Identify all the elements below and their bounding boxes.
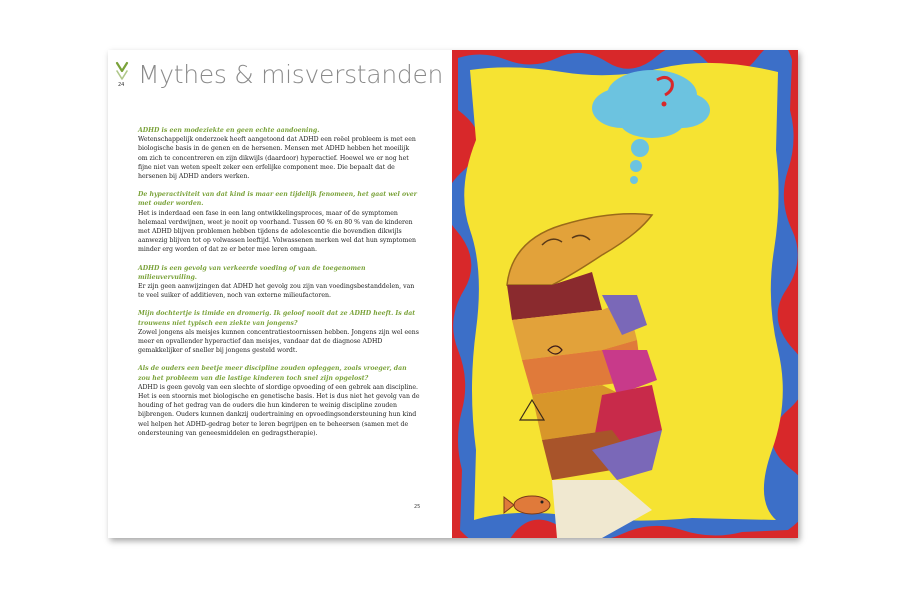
faq-answer: Er zijn geen aanwijzingen dat ADHD het gevolg zou zijn van voedingsbestanddelen, van te veel suiker of additieven, noch van externe milieufactoren. <box>138 283 415 300</box>
book-spread <box>108 50 798 538</box>
left-page <box>108 50 453 538</box>
page-title: Mythes & misverstanden <box>138 60 444 89</box>
page-number-right: 25 <box>414 504 421 510</box>
child-drawing-illustration <box>452 50 798 538</box>
faq-answer: Het is inderdaad een fase in een lang ontwikkelingsproces, maar of de symptomen helemaal verdwijnen, weet je nooit op voorhand. Tussen 60 % en 80 % van de kinderen met ADHD blijven problemen hebben tijdens de adolescentie die bovendien dikwijls aanwezig blijven tot op volwassen leeftijd. Volwassenen merken wel dat hun symptomen minder erg worden of dat ze er beter mee leren omgaan. <box>138 209 416 254</box>
section-logo <box>114 60 130 100</box>
faq-answer: ADHD is geen gevolg van een slechte of slordige opvoeding of een gebrek aan discipline. Het is een stoornis met biologische en genetische basis. Het is dus niet het gevolg van de houding of het gedrag van de ouders die hun kinderen te weinig discipline zouden bijbrengen. Ouders kunnen dankzij oudertraining en opvoedingsondersteuning hun kind wel helpen het ADHD-gedrag beter te leren begrijpen en te beheersen (samen met de ondersteuning van geneesmiddelen en gedragstherapie). <box>138 383 420 437</box>
faq-question: ADHD is een gevolg van verkeerde voeding of van de toegenomen milieuvervuiling. <box>138 264 366 281</box>
vnw-logo-icon <box>114 60 130 82</box>
page-number-left: 24 <box>118 82 125 88</box>
illustration-page <box>452 50 798 538</box>
faq-content <box>138 126 420 447</box>
faq-answer: Zowel jongens als meisjes kunnen concentratiestoornissen hebben. Jongens zijn wel eens meer en opvallender hyperactief dan meisjes, vandaar dat de diagnose ADHD gemakkelijker of sneller bij jongens gesteld wordt. <box>138 328 419 355</box>
faq-question: ADHD is een modeziekte en geen echte aandoening. <box>138 127 320 134</box>
faq-question: Als de ouders een beetje meer discipline zouden opleggen, zoals vroeger, dan zou het probleem van die lastige kinderen toch snel zijn opgelost? <box>138 365 407 382</box>
faq-answer: Wetenschappelijk onderzoek heeft aangetoond dat ADHD een reëel probleem is met een biologische basis in de genen en de hersenen. Mensen met ADHD hebben het moeilijk om zich te concentreren en zijn dikwijls (daardoor) hyperactief. Hoewel we er nog het fijne niet van weten speelt zeker een erfelijke component mee. Die bepaalt dat de hersenen bij ADHD anders werken. <box>138 136 416 181</box>
faq-question: De hyperactiviteit van dat kind is maar een tijdelijk fenomeen, het gaat wel over met ouder worden. <box>138 191 417 208</box>
faq-question: Mijn dochtertje is timide en dromerig. Ik geloof nooit dat ze ADHD heeft. Is dat trouwens niet typisch een ziekte van jongens? <box>138 310 416 327</box>
